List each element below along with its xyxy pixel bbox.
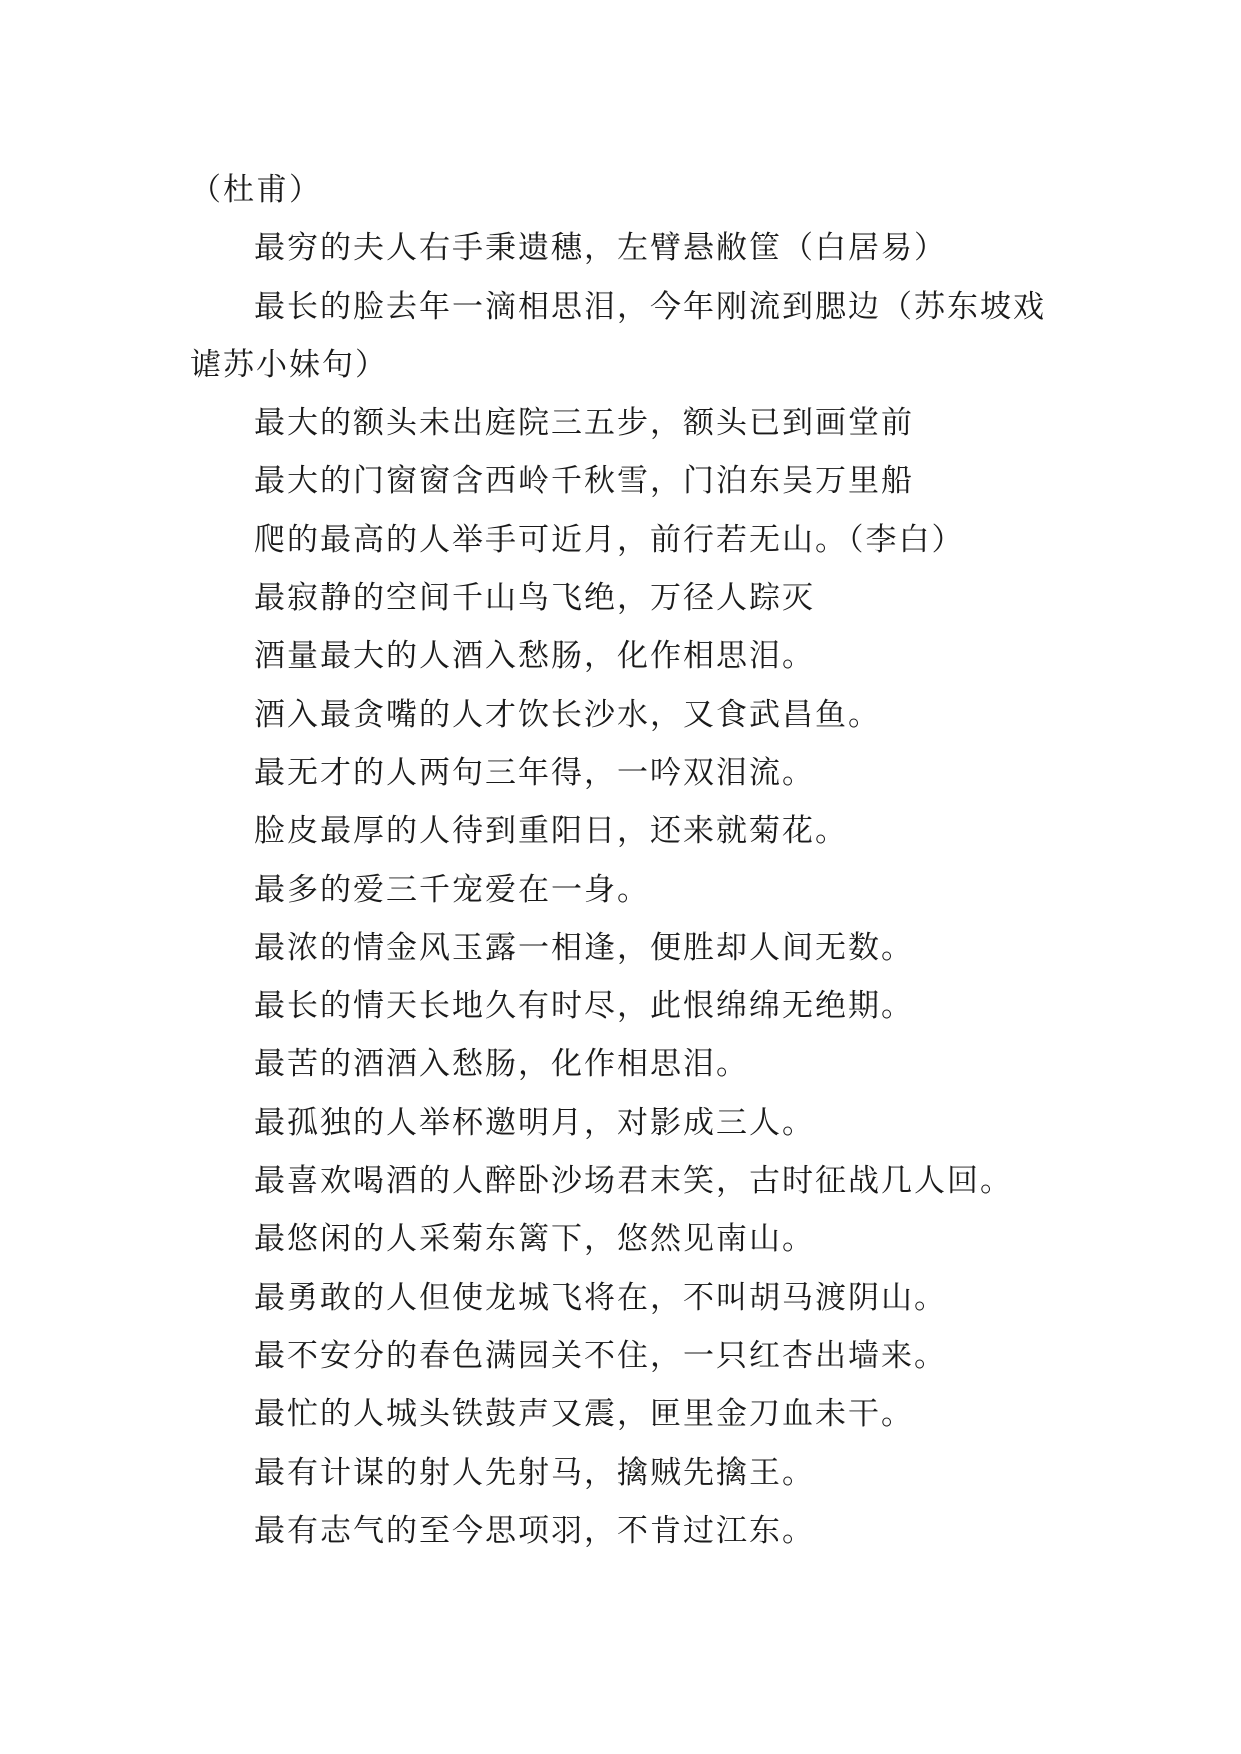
paragraph: 最多的爱三千宠爱在一身。 [254, 871, 650, 908]
paragraph: 最不安分的春色满园关不住，一只红杏出墙来。 [254, 1337, 947, 1374]
document-body [190, 161, 1070, 1560]
paragraph: 酒入最贪嘴的人才饮长沙水，又食武昌鱼。 [254, 696, 881, 733]
paragraph: 最苦的酒酒入愁肠，化作相思泪。 [254, 1046, 749, 1083]
paragraph: 最无才的人两句三年得，一吟双泪流。 [254, 754, 815, 791]
paragraph: 最孤独的人举杯邀明月，对影成三人。 [254, 1104, 815, 1141]
paragraph: 最大的额头未出庭院三五步，额头已到画堂前 [254, 405, 914, 442]
paragraph: 爬的最高的人举手可近月，前行若无山。（李白） [254, 521, 965, 558]
paragraph: 最悠闲的人采菊东篱下，悠然见南山。 [254, 1221, 815, 1258]
paragraph: 最大的门窗窗含西岭千秋雪，门泊东吴万里船 [254, 463, 914, 500]
paragraph: 脸皮最厚的人待到重阳日，还来就菊花。 [254, 813, 848, 850]
paragraph: 酒量最大的人酒入愁肠，化作相思泪。 [254, 638, 815, 675]
paragraph: 最长的情天长地久有时尽，此恨绵绵无绝期。 [254, 988, 914, 1025]
paragraph: 最寂静的空间千山鸟飞绝，万径人踪灭 [254, 580, 815, 617]
paragraph: 最长的脸去年一滴相思泪，今年刚流到腮边（苏东坡戏谑苏小妹句） [190, 288, 1046, 383]
paragraph: 最有计谋的射人先射马，擒贼先擒王。 [254, 1454, 815, 1491]
paragraph: 最浓的情金风玉露一相逢，便胜却人间无数。 [254, 929, 914, 966]
paragraph: 最有志气的至今思项羽，不肯过江东。 [254, 1512, 815, 1549]
paragraph: 最喜欢喝酒的人醉卧沙场君末笑，古时征战几人回。 [254, 1163, 1013, 1200]
paragraph: 最忙的人城头铁鼓声又震，匣里金刀血未干。 [254, 1396, 914, 1433]
paragraph: 最穷的夫人右手秉遗穗，左臂悬敝筐（白居易） [254, 230, 947, 267]
paragraph: 最勇敢的人但使龙城飞将在，不叫胡马渡阴山。 [254, 1279, 947, 1316]
paragraph: （杜甫） [190, 172, 322, 208]
